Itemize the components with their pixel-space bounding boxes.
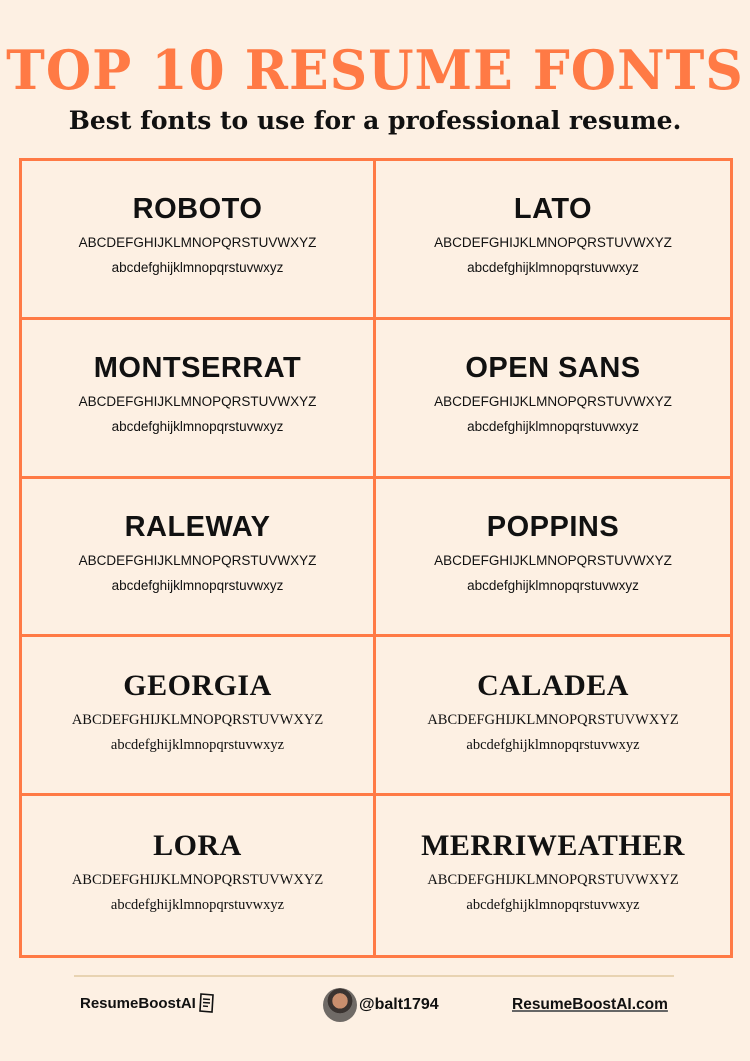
font-name: LORA <box>153 829 242 863</box>
uppercase-sample: ABCDEFGHIJKLMNOPQRSTUVWXYZ <box>78 235 317 251</box>
uppercase-sample: ABCDEFGHIJKLMNOPQRSTUVWXYZ <box>427 711 679 728</box>
font-name: CALADEA <box>477 668 629 702</box>
uppercase-sample: ABCDEFGHIJKLMNOPQRSTUVWXYZ <box>434 235 672 251</box>
footer-author <box>323 988 439 1022</box>
lowercase-sample: abcdefghijklmnopqrstuvwxyz <box>466 736 640 753</box>
lowercase-sample: abcdefghijklmnopqrstuvwxyz <box>110 897 285 914</box>
font-card-montserrat <box>22 320 376 479</box>
lowercase-sample: abcdefghijklmnopqrstuvwxyz <box>110 736 285 753</box>
lowercase-sample: abcdefghijklmnopqrstuvwxyz <box>467 260 639 276</box>
lowercase-sample: abcdefghijklmnopqrstuvwxyz <box>111 577 284 593</box>
footer-brand <box>80 993 215 1013</box>
avatar <box>323 988 357 1022</box>
author-handle[interactable]: @balt1794 <box>359 996 439 1013</box>
font-card-lora <box>22 796 376 955</box>
uppercase-sample: ABCDEFGHIJKLMNOPQRSTUVWXYZ <box>71 872 324 889</box>
page-subtitle: Best fonts to use for a professional resume. <box>68 106 682 135</box>
font-name: LATO <box>513 193 593 226</box>
document-icon <box>199 993 215 1013</box>
uppercase-sample: ABCDEFGHIJKLMNOPQRSTUVWXYZ <box>434 552 672 568</box>
font-card-poppins <box>376 479 730 638</box>
brand-name: ResumeBoostAI <box>80 994 196 1012</box>
website-link[interactable]: ResumeBoostAI.com <box>512 996 668 1013</box>
font-name: MERRIWEATHER <box>421 829 685 863</box>
font-name: ROBOTO <box>132 193 263 226</box>
lowercase-sample: abcdefghijklmnopqrstuvwxyz <box>467 577 639 593</box>
font-name: MONTSERRAT <box>93 352 302 385</box>
lowercase-sample: abcdefghijklmnopqrstuvwxyz <box>467 419 639 435</box>
font-grid <box>19 158 733 958</box>
lowercase-sample: abcdefghijklmnopqrstuvwxyz <box>466 897 640 914</box>
font-card-lato <box>376 161 730 320</box>
font-card-roboto <box>22 161 376 320</box>
uppercase-sample: ABCDEFGHIJKLMNOPQRSTUVWXYZ <box>71 711 324 728</box>
font-name: GEORGIA <box>123 668 272 702</box>
uppercase-sample: ABCDEFGHIJKLMNOPQRSTUVWXYZ <box>78 552 317 568</box>
footer-divider <box>74 975 674 977</box>
font-name: RALEWAY <box>124 510 271 543</box>
font-name: OPEN SANS <box>465 352 641 385</box>
page-title: TOP 10 RESUME FONTS <box>6 38 744 103</box>
font-card-raleway <box>22 479 376 638</box>
font-card-caladea <box>376 637 730 796</box>
uppercase-sample: ABCDEFGHIJKLMNOPQRSTUVWXYZ <box>427 872 679 889</box>
lowercase-sample: abcdefghijklmnopqrstuvwxyz <box>111 419 284 435</box>
font-card-georgia <box>22 637 376 796</box>
lowercase-sample: abcdefghijklmnopqrstuvwxyz <box>111 260 284 276</box>
font-card-merriweather <box>376 796 730 955</box>
font-name: POPPINS <box>486 510 620 543</box>
uppercase-sample: ABCDEFGHIJKLMNOPQRSTUVWXYZ <box>434 394 672 410</box>
uppercase-sample: ABCDEFGHIJKLMNOPQRSTUVWXYZ <box>78 394 317 410</box>
font-card-open-sans <box>376 320 730 479</box>
